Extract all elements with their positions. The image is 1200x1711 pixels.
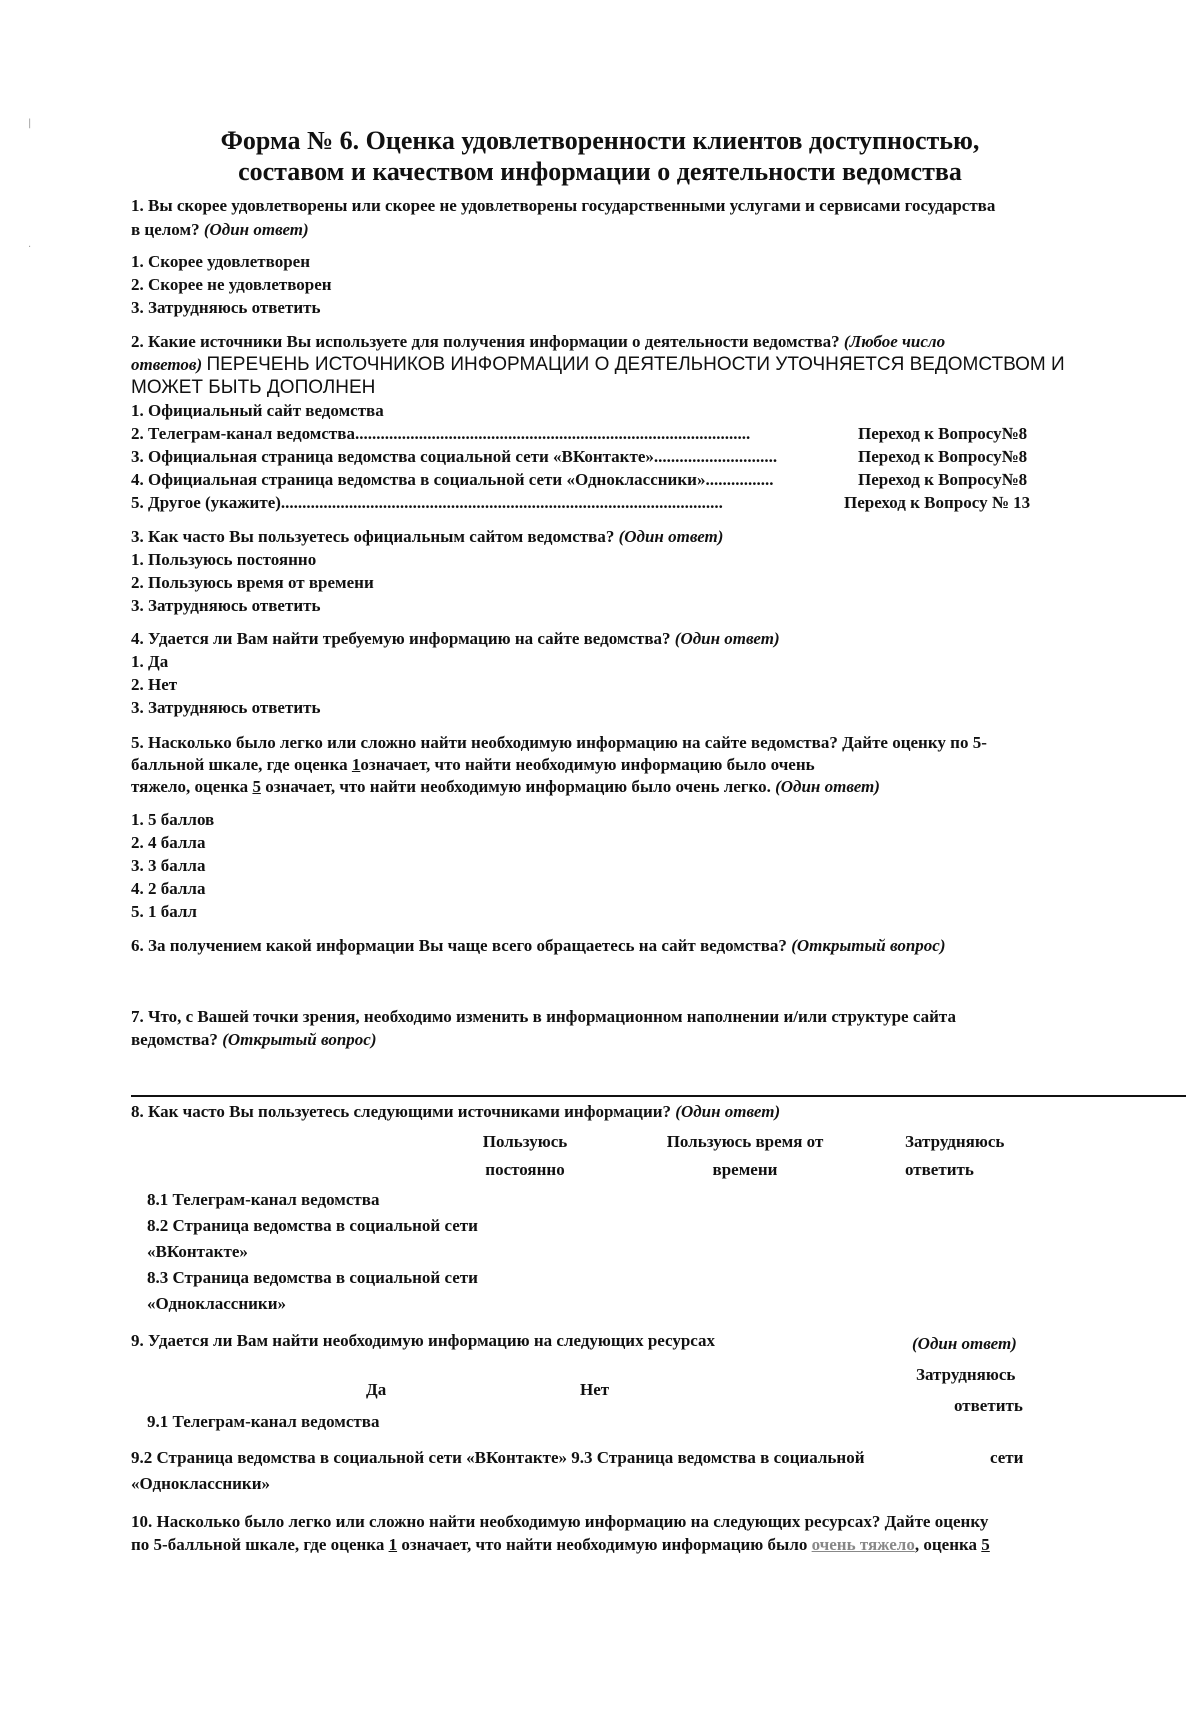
q4-note: (Один ответ)	[674, 629, 780, 648]
margin-mark: |	[28, 118, 32, 129]
q2-caps-note: ПЕРЕЧЕНЬ ИСТОЧНИКОВ ИНФОРМАЦИИ О ДЕЯТЕЛЬНОСТИ УТОЧНЯЕТСЯ ВЕДОМСТВОМ И	[206, 354, 1065, 375]
q2-option-jump: Переход к Вопросу№8	[858, 470, 1028, 489]
q1-option: 2. Скорее не удовлетворен	[131, 275, 332, 294]
q4-text: 4. Удается ли Вам найти требуемую информацию на сайте ведомства? (Один ответ)	[131, 629, 780, 648]
q10-text-line-1: 10. Насколько было легко или сложно найти необходимую информацию на следующих ресурсах? Дайте оценку	[131, 1512, 989, 1531]
q1-option: 1. Скорее удовлетворен	[131, 252, 310, 271]
form-title-line-2: составом и качеством информации о деятельности ведомства	[238, 157, 962, 186]
q2-option-jump: Переход к Вопросу№8	[858, 447, 1028, 466]
q5-option: 2. 4 балла	[131, 833, 206, 852]
q9-col-header-no: Нет	[580, 1380, 610, 1399]
q9-row: 9.2 Страница ведомства в социальной сети «ВКонтакте» 9.3 Страница ведомства в социальной	[131, 1448, 865, 1467]
margin-mark: ·	[28, 242, 32, 253]
q2-option: 5. Другое (укажите)........................................................................................................	[131, 493, 723, 512]
q4-option: 1. Да	[131, 652, 169, 671]
q1-option: 3. Затрудняюсь ответить	[131, 298, 321, 317]
q1-text-line-2: в целом? (Один ответ)	[131, 220, 309, 239]
q10-text-line-2: по 5-балльной шкале, где оценка 1 означает, что найти необходимую информацию было очень тяжело, оценка 5	[131, 1535, 990, 1554]
q6-text: 6. За получением какой информации Вы чаще всего обращаетесь на сайт ведомства? (Открытый вопрос)	[131, 936, 946, 955]
q9-row: «Одноклассники»	[131, 1474, 270, 1493]
section-divider	[131, 1095, 1186, 1097]
q3-option: 2. Пользуюсь время от времени	[131, 573, 374, 592]
q7-text-line-1: 7. Что, с Вашей точки зрения, необходимо изменить в информационном наполнении и/или структуре сайта	[131, 1007, 956, 1026]
q8-note: (Один ответ)	[675, 1102, 781, 1121]
q8-text: 8. Как часто Вы пользуетесь следующими источниками информации? (Один ответ)	[131, 1102, 781, 1121]
q5-text-line-3: тяжело, оценка 5 означает, что найти необходимую информацию было очень легко. (Один ответ)	[131, 777, 880, 796]
q1-text-line-1: 1. Вы скорее удовлетворены или скорее не удовлетворены государственными услугами и сервисами государства	[131, 196, 996, 215]
q9-row-continuation: сети	[990, 1448, 1024, 1467]
q9-row: 9.1 Телеграм-канал ведомства	[147, 1412, 380, 1431]
q9-text: 9. Удается ли Вам найти необходимую информацию на следующих ресурсах	[131, 1331, 716, 1350]
q2-option: 3. Официальная страница ведомства социальной сети «ВКонтакте».............................	[131, 447, 778, 466]
q9-note: (Один ответ)	[912, 1334, 1017, 1353]
q5-option: 1. 5 баллов	[131, 810, 215, 829]
q3-note: (Один ответ)	[618, 527, 724, 546]
q9-col-header-hard-line-2: ответить	[954, 1396, 1023, 1415]
q5-option: 4. 2 балла	[131, 879, 206, 898]
q5-note: (Один ответ)	[775, 777, 880, 796]
q1-note: (Один ответ)	[203, 220, 309, 239]
q2-option-jump: Переход к Вопросу№8	[858, 424, 1028, 443]
q4-option: 3. Затрудняюсь ответить	[131, 698, 321, 717]
q6-note: (Открытый вопрос)	[791, 936, 946, 955]
q9-col-header-hard: Затрудняюсь	[916, 1365, 1016, 1384]
form-title-line-1: Форма № 6. Оценка удовлетворенности клиентов доступностью,	[220, 126, 980, 155]
q3-option: 3. Затрудняюсь ответить	[131, 596, 321, 615]
q7-note: (Открытый вопрос)	[222, 1030, 377, 1049]
q7-text-line-2: ведомства? (Открытый вопрос)	[131, 1030, 377, 1049]
q2-note: (Любое число	[843, 332, 946, 351]
q8-row: 8.2 Страница ведомства в социальной сети	[147, 1216, 478, 1235]
q8-col-header-hard: Затрудняюсь ответить	[905, 1132, 1005, 1179]
q8-col-header-sometimes: Пользуюсь время от времени	[666, 1132, 824, 1179]
q3-option: 1. Пользуюсь постоянно	[131, 550, 317, 569]
q8-col-header-constantly: Пользуюсь постоянно	[482, 1132, 568, 1179]
q5-text-line-1: 5. Насколько было легко или сложно найти необходимую информацию на сайте ведомства? Дайте оценку по 5-	[131, 733, 987, 752]
q5-option: 3. 3 балла	[131, 856, 206, 875]
q4-option: 2. Нет	[131, 675, 178, 694]
q3-text: 3. Как часто Вы пользуетесь официальным сайтом ведомства? (Один ответ)	[131, 527, 724, 546]
q5-text-line-2: балльной шкале, где оценка 1означает, что найти необходимую информацию было очень	[131, 755, 815, 774]
q2-option: 2. Телеграм-канал ведомства.............................................................................................	[131, 424, 751, 443]
q2-text-line-2: ответов) ПЕРЕЧЕНЬ ИСТОЧНИКОВ ИНФОРМАЦИИ О ДЕЯТЕЛЬНОСТИ УТОЧНЯЕТСЯ ВЕДОМСТВОМ И	[131, 354, 1065, 375]
q5-option: 5. 1 балл	[131, 902, 197, 921]
q2-option: 4. Официальная страница ведомства в социальной сети «Одноклассники»................	[131, 470, 774, 489]
q8-row: 8.1 Телеграм-канал ведомства	[147, 1190, 380, 1209]
q2-option: 1. Официальный сайт ведомства	[131, 401, 384, 420]
q9-col-header-yes: Да	[366, 1380, 387, 1399]
q8-row: «ВКонтакте»	[147, 1242, 248, 1261]
q2-text-line-1: 2. Какие источники Вы используете для получения информации о деятельности ведомства? (Любое число	[131, 332, 946, 351]
q8-row: «Одноклассники»	[147, 1294, 286, 1313]
q2-caps-note-line-2: МОЖЕТ БЫТЬ ДОПОЛНЕН	[131, 377, 376, 398]
q8-row: 8.3 Страница ведомства в социальной сети	[147, 1268, 478, 1287]
q2-option-jump: Переход к Вопросу № 13	[844, 493, 1031, 512]
